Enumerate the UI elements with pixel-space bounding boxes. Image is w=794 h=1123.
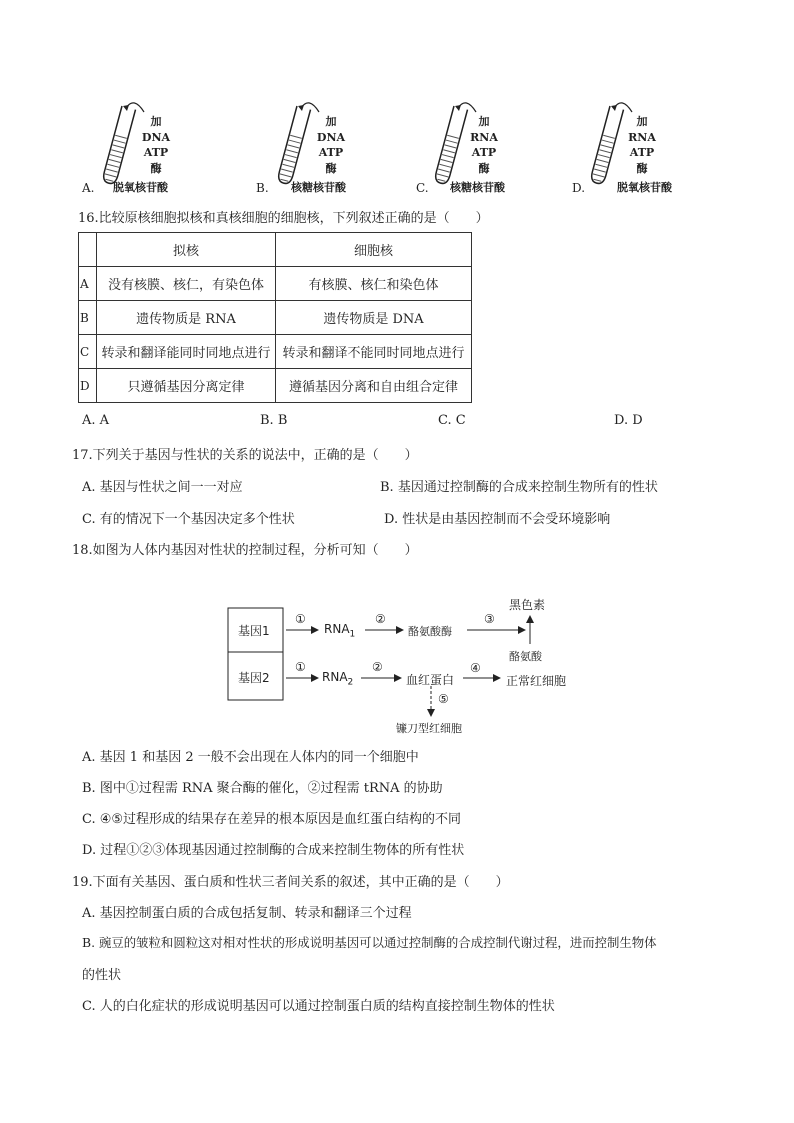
q16-comparison-table (78, 232, 472, 403)
q19-stem: 19.下面有关基因、蛋白质和性状三者间关系的叙述，其中正确的是（ ） (72, 875, 509, 890)
q17-option-a[interactable]: A. 基因与性状之间一一对应 (82, 480, 243, 495)
table-cell: 有核膜、核仁和染色体 (276, 267, 472, 301)
q16-stem: 16.比较原核细胞拟核和真核细胞的细胞核，下列叙述正确的是（ ） (78, 211, 489, 226)
step-1-label: ① (295, 612, 306, 626)
row-key: A (79, 267, 97, 301)
tube-label-line: ATP (143, 146, 169, 159)
rna2-subscript: 2 (347, 677, 354, 688)
sickle-rbc-label: 镰刀型红细胞 (396, 722, 462, 735)
q16-option-d[interactable]: D. D (614, 413, 643, 428)
gene1-label: 基因1 (238, 624, 270, 638)
option-letter: B. (256, 181, 269, 195)
tube-label-line: 加 (636, 115, 648, 128)
gene-control-diagram (220, 592, 600, 742)
table-cell: 遵循基因分离和自由组合定律 (276, 369, 472, 403)
tube-label-line: 酶 (150, 161, 162, 175)
tube-label-line: RNA (628, 130, 656, 144)
table-row (79, 335, 472, 369)
tube-label-line: 酶 (478, 161, 490, 175)
table-header-cell: 拟核 (97, 233, 276, 267)
q17-option-d[interactable]: D. 性状是由基因控制而不会受环境影响 (384, 512, 611, 527)
tube-label-line: 酶 (636, 161, 648, 175)
gene2-label: 基因2 (238, 671, 270, 685)
tube-label-line: DNA (316, 130, 346, 144)
q17-stem: 17.下列关于基因与性状的关系的说法中，正确的是（ ） (72, 448, 418, 463)
tube-label-line: ATP (471, 146, 497, 159)
step-1-label-b: ① (295, 660, 306, 674)
rna2-text: RNA (322, 670, 348, 684)
q18-option-b[interactable]: B. 图中①过程需 RNA 聚合酶的催化，②过程需 tRNA 的协助 (82, 781, 443, 796)
normal-rbc-label: 正常红细胞 (506, 674, 567, 688)
table-cell: 只遵循基因分离定律 (97, 369, 276, 403)
melanin-label: 黑色素 (509, 598, 546, 612)
table-row (79, 369, 472, 403)
step-3-label: ③ (484, 612, 495, 626)
q17-option-c[interactable]: C. 有的情况下一个基因决定多个性状 (82, 512, 295, 527)
tube-label-line: 酶 (325, 161, 337, 175)
q16-option-c[interactable]: C. C (438, 413, 466, 428)
tube-label-line: DNA (141, 130, 171, 144)
option-letter: D. (572, 181, 586, 195)
tube-label-line: 加 (325, 115, 337, 128)
step-5-label: ⑤ (438, 692, 449, 706)
tube-bottom-label: 脱氧核苷酸 (113, 181, 168, 194)
table-cell: 转录和翻译不能同时同地点进行 (276, 335, 472, 369)
tube-label-line: ATP (629, 146, 655, 159)
hemoglobin-label: 血红蛋白 (406, 673, 455, 687)
step-2-label: ② (375, 612, 386, 626)
row-key: D (79, 369, 97, 403)
step-2-label-b: ② (372, 660, 383, 674)
tube-label-line: ATP (318, 146, 344, 159)
table-row (79, 267, 472, 301)
q18-option-a[interactable]: A. 基因 1 和基因 2 一般不会出现在人体内的同一个细胞中 (82, 750, 419, 765)
option-letter: A. (82, 181, 95, 195)
tube-bottom-label: 核糖核苷酸 (291, 181, 346, 194)
table-cell: 遗传物质是 RNA (97, 301, 276, 335)
option-letter: C. (416, 181, 429, 195)
rna1-label (324, 622, 355, 639)
table-cell: 没有核膜、核仁，有染色体 (97, 267, 276, 301)
q16-option-a[interactable]: A. A (82, 413, 110, 428)
q18-option-c[interactable]: C. ④⑤过程形成的结果存在差异的根本原因是血红蛋白结构的不同 (82, 812, 462, 827)
q17-option-b[interactable]: B. 基因通过控制酶的合成来控制生物所有的性状 (380, 480, 658, 495)
table-cell: 转录和翻译能同时同地点进行 (97, 335, 276, 369)
table-header-row (79, 233, 472, 267)
row-key: C (79, 335, 97, 369)
table-corner-cell (79, 233, 97, 267)
q18-stem: 18.如图为人体内基因对性状的控制过程，分析可知（ ） (72, 543, 418, 558)
tube-label-line: RNA (470, 130, 498, 144)
tyrosine-label: 酪氨酸 (509, 650, 542, 663)
q19-option-b-continued: 的性状 (82, 968, 122, 983)
tyrosinase-label: 酪氨酸酶 (408, 625, 452, 638)
q16-option-b[interactable]: B. B (260, 413, 288, 428)
table-header-cell: 细胞核 (276, 233, 472, 267)
row-key: B (79, 301, 97, 335)
rna1-subscript: 1 (349, 629, 356, 640)
table-row (79, 301, 472, 335)
tube-bottom-label: 核糖核苷酸 (450, 181, 505, 194)
tube-bottom-label: 脱氧核苷酸 (617, 181, 672, 194)
rna1-text: RNA (324, 622, 350, 636)
tube-label-line: 加 (478, 115, 490, 128)
step-4-label: ④ (470, 661, 481, 675)
rna2-label (322, 670, 353, 687)
q18-option-d[interactable]: D. 过程①②③体现基因通过控制酶的合成来控制生物体的所有性状 (82, 843, 465, 858)
table-cell: 遗传物质是 DNA (276, 301, 472, 335)
tube-label-line: 加 (150, 115, 162, 128)
q19-option-c[interactable]: C. 人的白化症状的形成说明基因可以通过控制蛋白质的结构直接控制生物体的性状 (82, 999, 555, 1014)
q19-option-b[interactable]: B. 豌豆的皱粒和圆粒这对相对性状的形成说明基因可以通过控制酶的合成控制代谢过程，进而控制生物体 (82, 935, 657, 950)
q19-option-a[interactable]: A. 基因控制蛋白质的合成包括复制、转录和翻译三个过程 (82, 906, 412, 921)
